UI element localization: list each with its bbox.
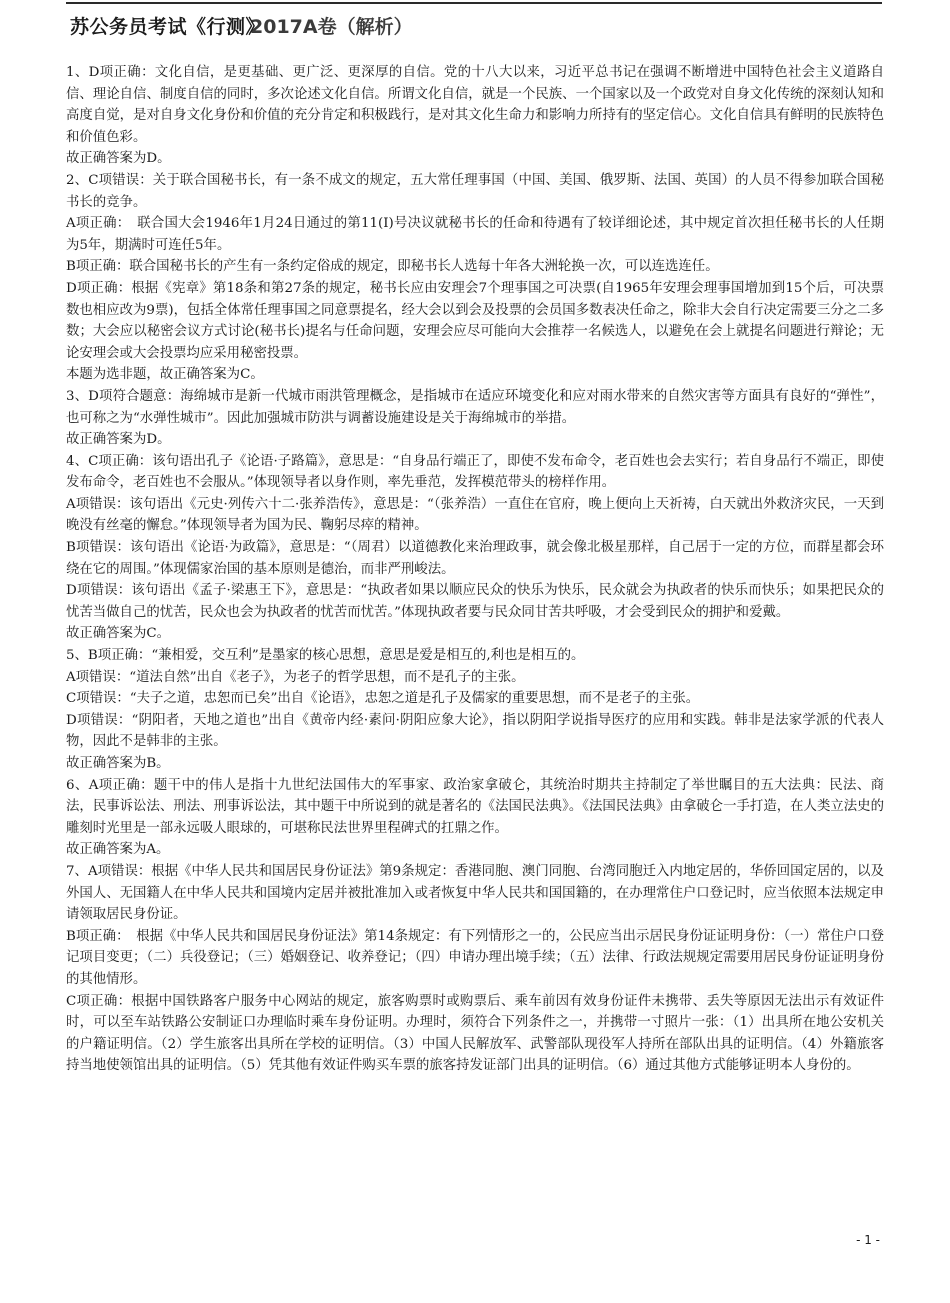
paragraph: 4、C项正确：该句语出孔子《论语·子路篇》，意思是：“自身品行端正了，即使不发布命令，老百姓也会去实行；若自身品行不端正，即使发布命令，老百姓也不会服从。”体现领导者以身作则，率先垂范，发挥模范带头的榜样作用。 bbox=[66, 453, 884, 491]
paragraph: D项错误：该句语出《孟子·梁惠王下》，意思是：“执政者如果以顺应民众的快乐为快乐，民众就会为执政者的快乐而快乐；如果把民众的忧苦当做自己的忧苦，民众也会为执政者的忧苦而忧苦。”体现执政者要与民众同甘苦共呼吸，才会受到民众的拥护和爱戴。 bbox=[66, 583, 884, 620]
paragraph: 3、D项符合题意：海绵城市是新一代城市雨洪管理概念，是指城市在适应环境变化和应对雨水带来的自然灾害等方面具有良好的“弹性”，也可称之为“水弹性城市”。因此加强城市防洪与调蓄设施建设是关于海绵城市的举措。 bbox=[66, 388, 884, 426]
paragraph: A项正确： 联合国大会1946年1月24日通过的第11(I)号决议就秘书长的任命和待遇有了较详细论述，其中规定首次担任秘书长的人任期为5年，期满时可连任5年。 bbox=[66, 216, 884, 253]
paragraph: 1、D项正确：文化自信，是更基础、更广泛、更深厚的自信。党的十八大以来，习近平总书记在强调不断增进中国特色社会主义道路自信、理论自信、制度自信的同时，多次论述文化自信。所谓文化自信，就是一个民族、一个国家以及一个政党对自身文化传统的深刻认知和高度自觉，是对自身文化身份和价值的充分肯定和积极践行，是对其文化生命力和影响力所持有的坚定信心。文化自信具有鲜明的民族特色和价值色彩。 bbox=[66, 65, 884, 145]
paragraph: 2、C项错误：关于联合国秘书长，有一条不成文的规定，五大常任理事国（中国、美国、俄罗斯、法国、英国）的人员不得参加联合国秘书长的竞争。 bbox=[66, 172, 884, 210]
paragraph: A项错误：该句语出《元史·列传六十二·张养浩传》，意思是：“（张养浩）一直住在官府，晚上便向上天祈祷，白天就出外救济灾民，一天到晚没有丝毫的懈怠。”体现领导者为国为民、鞠躬尽瘁的精神。 bbox=[66, 496, 884, 534]
page-header bbox=[66, 10, 882, 40]
paragraph: 故正确答案为D。 bbox=[66, 151, 171, 167]
paragraph: D项错误：“阴阳者，天地之道也”出自《黄帝内经·素问·阴阳应象大论》，指以阴阳学说指导医疗的应用和实践。韩非是法家学派的代表人物，因此不是韩非的主张。 bbox=[66, 712, 884, 750]
header-overlay-text: 2017A卷（解析） bbox=[250, 16, 413, 38]
paragraph: 故正确答案为C。 bbox=[66, 626, 170, 642]
header-rule bbox=[66, 2, 882, 4]
paragraph: C项正确：根据中国铁路客户服务中心网站的规定，旅客购票时或购票后、乘车前因有效身份证件未携带、丢失等原因无法出示有效证件时，可以至车站铁路公安制证口办理临时乘车身份证明。办理时，须符合下列条件之一，并携带一寸照片一张：（1）出具所在地公安机关的户籍证明信。（2）学生旅客出具所在学校的证明信。（3）中国人民解放军、武警部队现役军人持所在部队出具的证明信。（4）外籍旅客持当地使领馆出具的证明信。（5）凭其他有效证件购买车票的旅客持发证部门出具的证明信。（6）通过其他方式能够证明本人身份的。 bbox=[66, 993, 884, 1074]
paragraph: 7、A项错误：根据《中华人民共和国居民身份证法》第9条规定：香港同胞、澳门同胞、台湾同胞迁入内地定居的，华侨回国定居的，以及外国人、无国籍人在中华人民共和国境内定居并被批准加入或者恢复中华人民共和国国籍的，在办理常住户口登记时，应当依照本法规定申请领取居民身份证。 bbox=[66, 863, 884, 923]
paragraph: D项正确：根据《宪章》第18条和第27条的规定，秘书长应由安理会7个理事国之可决票(自1965年安理会理事国增加到15个后，可决票数也相应改为9票)，包括全体常任理事国之同意票提名，经大会以到会及投票的会员国多数表决任命之，除非大会自行决定需要三分之二多数；大会应以秘密会议方式讨论(秘书长)提名与任命问题，安理会应尽可能向大会推荐一名候选人，以避免在会上就提名问题进行辩论；无论安理会或大会投票均应采用秘密投票。 bbox=[66, 280, 884, 361]
header-title: 苏公务员考试《行测》 bbox=[70, 16, 266, 38]
paragraph: A项错误：“道法自然”出自《老子》，为老子的哲学思想，而不是孔子的主张。 bbox=[66, 669, 525, 685]
paragraph: B项错误：该句语出《论语·为政篇》，意思是：“（周君）以道德教化来治理政事，就会像北极星那样，自己居于一定的方位，而群星都会环绕在它的周围。”体现儒家治国的基本原则是德治，而非严刑峻法。 bbox=[66, 540, 884, 577]
paragraph: 5、B项正确：“兼相爱，交互利”是墨家的核心思想，意思是爱是相互的,利也是相互的。 bbox=[66, 648, 585, 664]
paragraph: C项错误：“夫子之道，忠恕而已矣”出自《论语》，忠恕之道是孔子及儒家的重要思想，而不是老子的主张。 bbox=[66, 691, 700, 707]
paragraph: B项正确： 根据《中华人民共和国居民身份证法》第14条规定：有下列情形之一的，公民应当出示居民身份证证明身份：（一）常住户口登记项目变更；（二）兵役登记；（三）婚姻登记、收养登记；（四）申请办理出境手续；（五）法律、行政法规规定需要用居民身份证证明身份的其他情形。 bbox=[66, 928, 884, 987]
paragraph: 本题为选非题，故正确答案为C。 bbox=[66, 367, 264, 383]
paragraph: 故正确答案为A。 bbox=[66, 842, 170, 858]
paragraph: 故正确答案为B。 bbox=[66, 756, 170, 771]
paragraph: 6、A项正确：题干中的伟人是指十九世纪法国伟大的军事家、政治家拿破仑，其统治时期共主持制定了举世瞩目的五大法典：民法、商法，民事诉讼法、刑法、刑事诉讼法，其中题干中所说到的就是著名的《法国民法典》。《法国民法典》由拿破仑一手打造，在人类立法史的雕刻时光里是一部永远吸人眼球的，可堪称民法世界里程碑式的扛鼎之作。 bbox=[66, 777, 884, 836]
paragraph: B项正确：联合国秘书长的产生有一条约定俗成的规定，即秘书长人选每十年各大洲轮换一次，可以连选连任。 bbox=[66, 259, 719, 275]
page-number: - 1 - bbox=[856, 1233, 880, 1247]
answer-explanations bbox=[66, 62, 884, 1077]
paragraph: 故正确答案为D。 bbox=[66, 432, 171, 448]
